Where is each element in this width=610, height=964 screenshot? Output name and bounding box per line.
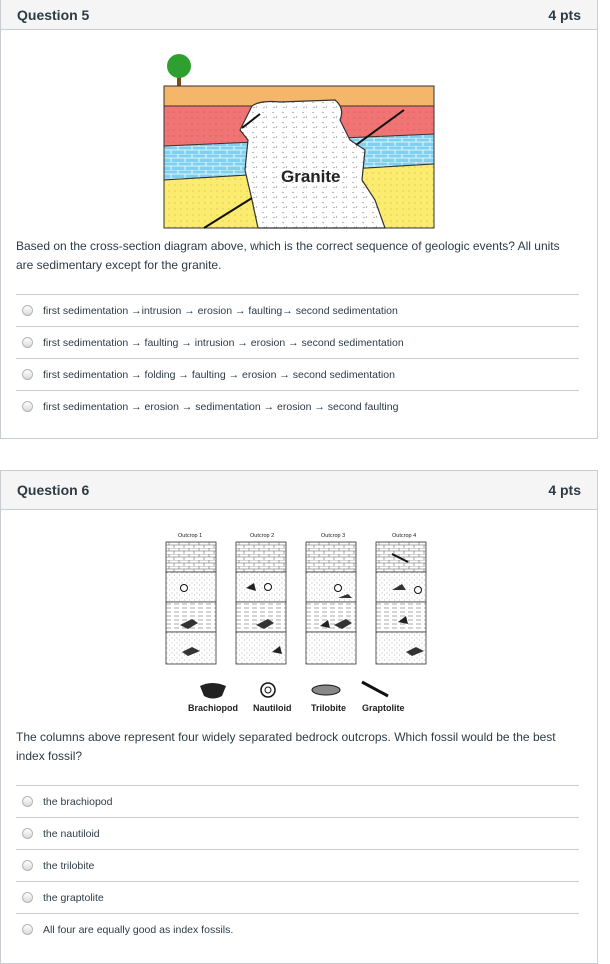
answer-option[interactable]	[16, 326, 579, 358]
brachiopod-icon	[200, 683, 226, 699]
answer-option[interactable]	[16, 913, 579, 945]
radio-button[interactable]	[22, 305, 33, 316]
radio-button[interactable]	[22, 828, 33, 839]
outcrop-column	[166, 542, 216, 664]
fossil-label: Trilobite	[311, 703, 347, 713]
outcrop-label: Outcrop 3	[321, 533, 346, 539]
answer-list	[16, 294, 579, 422]
answer-label: first sedimentation →intrusion → erosion → faulting→ second sedimentation	[43, 304, 398, 317]
outcrop-label: Outcrop 1	[178, 533, 203, 539]
outcrop-label: Outcrop 4	[392, 533, 417, 539]
answer-option[interactable]	[16, 849, 579, 881]
answer-label: the brachiopod	[43, 795, 113, 808]
question-text: Based on the cross-section diagram above, which is the correct sequence of geologic events? All units are sedimentary except for the granite.	[16, 239, 560, 272]
granite-label: Granite	[281, 167, 341, 186]
fossil-label: Graptolite	[362, 703, 405, 713]
nautiloid-icon	[261, 683, 275, 697]
answer-label: the trilobite	[43, 859, 95, 872]
answer-label: first sedimentation → erosion → sedimentation → erosion → second faulting	[43, 400, 399, 413]
radio-button[interactable]	[22, 401, 33, 412]
answer-option[interactable]	[16, 785, 579, 817]
tree-icon	[167, 54, 191, 90]
answer-option[interactable]	[16, 881, 579, 913]
question-points: 4 pts	[548, 6, 581, 23]
geologic-cross-section-diagram	[160, 50, 436, 230]
outcrop-column	[306, 542, 356, 664]
radio-button[interactable]	[22, 924, 33, 935]
question-text: The columns above represent four widely separated bedrock outcrops. Which fossil would be the best index fossil?	[16, 730, 556, 763]
question-points: 4 pts	[548, 482, 581, 498]
trilobite-icon	[312, 685, 340, 695]
question-title: Question 6	[17, 482, 90, 498]
answer-label: All four are equally good as index fossils.	[43, 923, 234, 936]
answer-label: first sedimentation → folding → faulting → erosion → second sedimentation	[43, 368, 395, 381]
radio-button[interactable]	[22, 337, 33, 348]
answer-option[interactable]	[16, 294, 579, 326]
fossil-label: Nautiloid	[253, 703, 292, 713]
question-header	[1, 0, 597, 30]
radio-button[interactable]	[22, 796, 33, 807]
radio-button[interactable]	[22, 369, 33, 380]
answer-list	[16, 785, 579, 945]
question-header	[1, 471, 597, 510]
fossil-label: Brachiopod	[188, 703, 239, 713]
outcrop-column	[236, 542, 286, 664]
answer-label: the nautiloid	[43, 827, 100, 840]
outcrop-columns-diagram	[160, 540, 440, 665]
question-title: Question 5	[17, 6, 90, 23]
answer-option[interactable]	[16, 390, 579, 422]
radio-button[interactable]	[22, 892, 33, 903]
outcrop-label: Outcrop 2	[250, 533, 275, 539]
answer-option[interactable]	[16, 358, 579, 390]
fossil-key-icons	[190, 676, 400, 702]
outcrop-column	[376, 542, 426, 664]
answer-label: first sedimentation → faulting → intrusion → erosion → second sedimentation	[43, 336, 404, 349]
answer-option[interactable]	[16, 817, 579, 849]
answer-label: the graptolite	[43, 891, 104, 904]
graptolite-icon	[362, 682, 388, 696]
radio-button[interactable]	[22, 860, 33, 871]
